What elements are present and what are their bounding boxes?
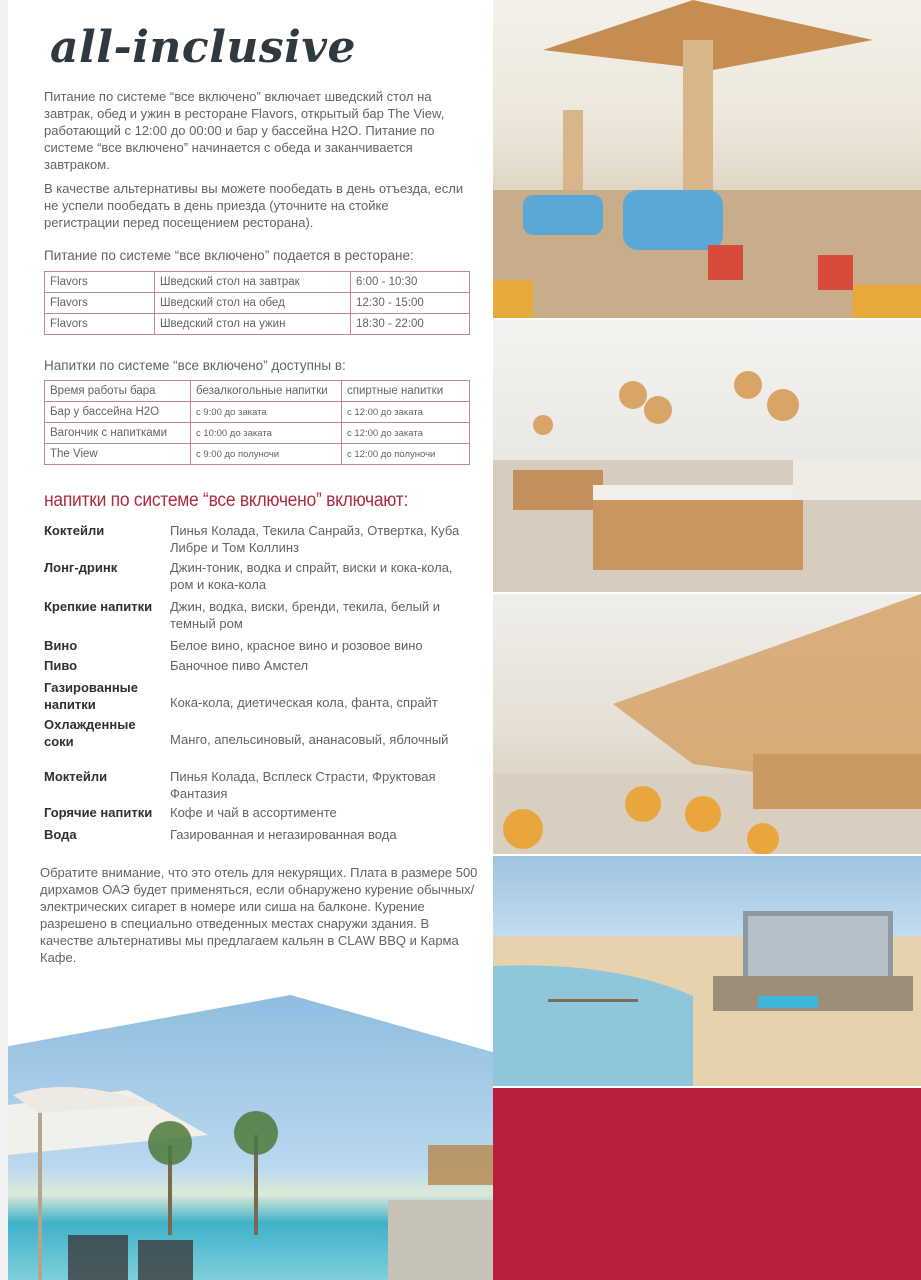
smoking-notice: Обратите внимание, что это отель для некурящих. Плата в размере 500 дирхамов ОАЭ будет применяться, если обнаружено курение обычных/электрических сигарет в номере или сиша на балконе. Курение разрешено в специально отведенных местах снаружи здания. В качестве альтернативы мы предлагаем кальян в CLAW BBQ и Карма Кафе.: [40, 865, 478, 965]
meals-heading: Питание по системе “все включено” подается в ресторане:: [44, 248, 414, 263]
table-cell: Бар у бассейна H2O: [45, 402, 191, 423]
drink-label: Моктейли: [44, 769, 108, 784]
drink-label: Вино: [44, 638, 78, 653]
bars-table: [44, 380, 470, 465]
page-title: all-inclusive: [50, 22, 356, 73]
photo-column: [493, 0, 921, 1280]
restaurant-illustration: [493, 0, 921, 318]
drink-value: Белое вино, красное вино и розовое вино: [170, 638, 423, 653]
table-cell: Шведский стол на ужин: [155, 314, 351, 335]
table-header-cell: безалкогольные напитки: [191, 381, 342, 402]
drink-value: Газированная и негазированная вода: [170, 827, 397, 842]
drink-value: Пинья Колада, Текила Санрайз, Отвертка, Куба Либре и Том Коллинз: [170, 523, 460, 555]
drink-value: Джин-тоник, водка и спрайт, виски и кока-кола, ром и кока-кола: [170, 560, 453, 592]
table-cell: 6:00 - 10:30: [351, 272, 470, 293]
drink-value: Джин, водка, виски, бренди, текила, белый и темный ром: [170, 599, 441, 631]
hotel-aerial-photo: [493, 856, 921, 1086]
table-cell: с 12:00 до полуночи: [342, 444, 470, 465]
dining-hall-photo: [493, 594, 921, 854]
meals-table: [44, 271, 470, 335]
hotel-aerial-illustration: [493, 856, 921, 1086]
table-cell: Шведский стол на обед: [155, 293, 351, 314]
alternative-paragraph: В качестве альтернативы вы можете пообедать в день отъезда, если не успели пообедать в день приезда (уточните на стойке регистрации перед посещением ресторана).: [44, 181, 464, 230]
table-cell: с 12:00 до заката: [342, 423, 470, 444]
drink-label: Крепкие напитки: [44, 599, 153, 614]
table-cell: Flavors: [45, 293, 155, 314]
drink-label: Охлажденные соки: [44, 717, 136, 749]
drink-label: Горячие напитки: [44, 805, 153, 820]
table-row: [45, 402, 470, 423]
table-cell: с 10:00 до заката: [191, 423, 342, 444]
table-cell: с 9:00 до полуночи: [191, 444, 342, 465]
table-row: [45, 293, 470, 314]
table-cell: Flavors: [45, 314, 155, 335]
table-cell: с 9:00 до заката: [191, 402, 342, 423]
table-row: [45, 444, 470, 465]
buffet-illustration: [493, 320, 921, 592]
drink-label: Пиво: [44, 658, 78, 673]
table-row: [45, 423, 470, 444]
drink-label: Вода: [44, 827, 77, 842]
table-row: [45, 314, 470, 335]
table-cell: Flavors: [45, 272, 155, 293]
table-header-cell: Время работы бара: [45, 381, 191, 402]
table-cell: Шведский стол на завтрак: [155, 272, 351, 293]
dining-hall-illustration: [493, 594, 921, 854]
table-cell: с 12:00 до заката: [342, 402, 470, 423]
table-cell: 12:30 - 15:00: [351, 293, 470, 314]
table-header-row: [45, 381, 470, 402]
drink-value: Кофе и чай в ассортименте: [170, 805, 337, 820]
drink-label: Лонг-дринк: [44, 560, 118, 575]
drink-value: Баночное пиво Амстел: [170, 658, 309, 673]
drinks-heading: напитки по системе “все включено” включают:: [44, 490, 409, 511]
table-cell: The View: [45, 444, 191, 465]
table-header-cell: спиртные напитки: [342, 381, 470, 402]
drink-value: Пинья Колада, Всплеск Страсти, Фруктовая Фантазия: [170, 769, 436, 801]
table-cell: Вагончик с напитками: [45, 423, 191, 444]
table-row: [45, 272, 470, 293]
drink-value: Кока-кола, диетическая кола, фанта, спрайт: [170, 695, 438, 710]
accent-block: [493, 1088, 921, 1280]
drink-value: Манго, апельсиновый, ананасовый, яблочный: [170, 732, 449, 747]
drink-label: Коктейли: [44, 523, 105, 538]
restaurant-photo: [493, 0, 921, 318]
drink-label: Газированные напитки: [44, 680, 139, 712]
bars-heading: Напитки по системе “все включено” доступны в:: [44, 358, 346, 373]
buffet-photo: [493, 320, 921, 592]
table-cell: 18:30 - 22:00: [351, 314, 470, 335]
intro-paragraph: Питание по системе “все включено” включает шведский стол на завтрак, обед и ужин в ресторане Flavors, открытый бар The View, работающий с 12:00 до 00:00 и бар у бассейна H2O. Питание по системе “все включено” начинается с обеда и заканчивается завтраком.: [44, 89, 445, 172]
